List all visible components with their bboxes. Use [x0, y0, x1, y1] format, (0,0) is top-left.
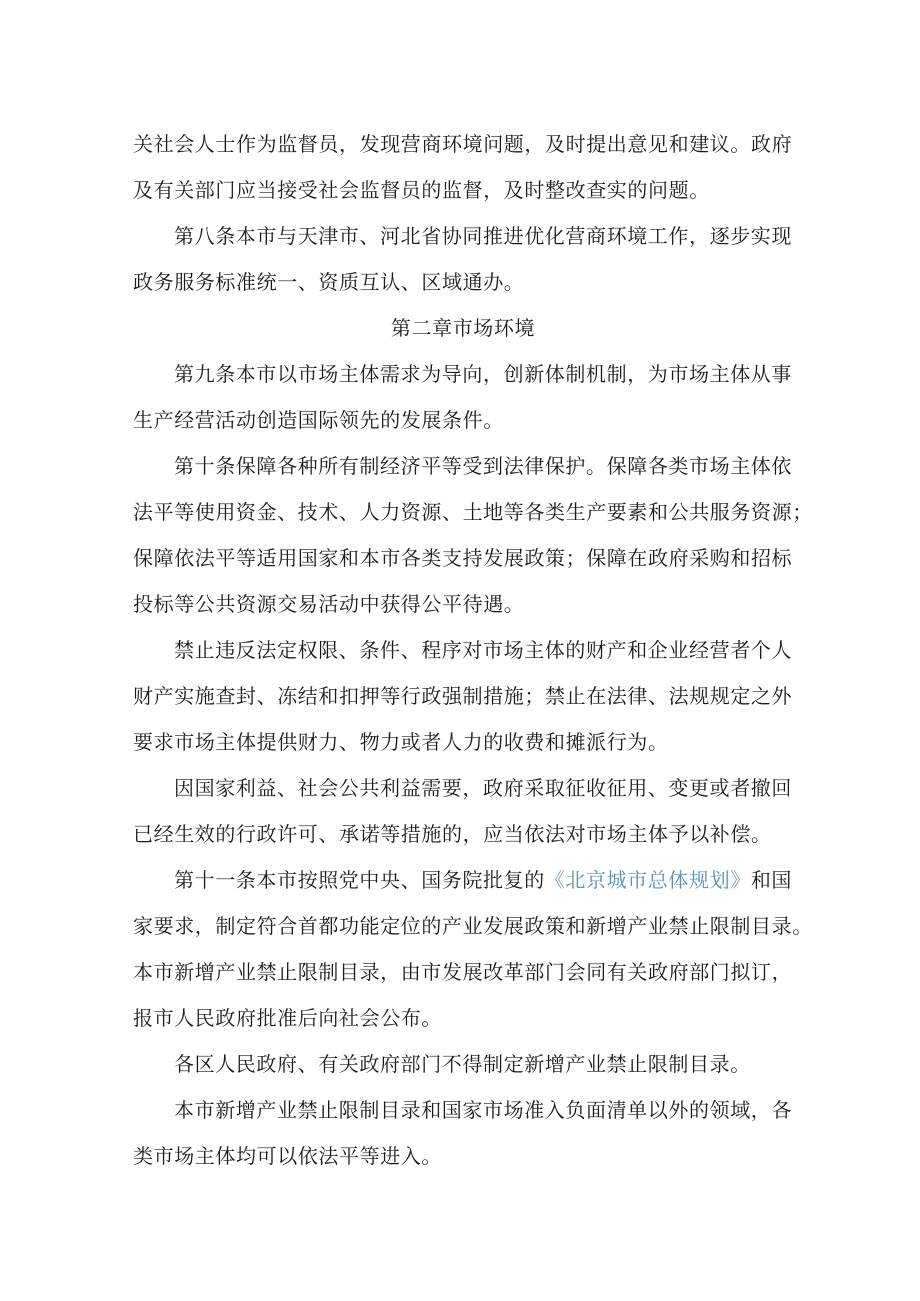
paragraph-district-restriction	[133, 1041, 793, 1087]
text-line: 财产实施查封、冻结和扣押等行政强制措施；禁止在法律、法规规定之外	[133, 684, 793, 708]
text-line: 第九条本市以市场主体需求为导向，创新体制机制，为市场主体从事	[174, 362, 792, 386]
text-segment: 第十一条本市按照党中央、国务院批复的	[174, 868, 545, 892]
text-line: 家要求，制定符合首都功能定位的产业发展政策和新增产业禁止限制目录。	[133, 914, 813, 938]
paragraph-compensation	[133, 765, 793, 857]
text-line: 法平等使用资金、技术、人力资源、土地等各类生产要素和公共服务资源；	[133, 500, 813, 524]
paragraph-article-11	[133, 857, 813, 1041]
text-line: 政务服务标准统一、资质互认、区域通办。	[133, 270, 525, 294]
chapter-heading: 第二章市场环境	[390, 316, 536, 340]
text-line: 禁止违反法定权限、条件、程序对市场主体的财产和企业经营者个人	[174, 638, 792, 662]
paragraph-article-8	[133, 213, 793, 305]
text-line: 及有关部门应当接受社会监督员的监督，及时整改查实的问题。	[133, 178, 710, 202]
text-line: 生产经营活动创造国际领先的发展条件。	[133, 408, 504, 432]
text-line: 第十条保障各种所有制经济平等受到法律保护。保障各类市场主体依	[174, 454, 792, 478]
document-body	[133, 121, 813, 1179]
text-line: 报市人民政府批准后向社会公布。	[133, 1006, 442, 1030]
text-line: 保障依法平等适用国家和本市各类支持发展政策；保障在政府采购和招标	[133, 546, 793, 570]
text-line: 第八条本市与天津市、河北省协同推进优化营商环境工作，逐步实现	[174, 224, 792, 248]
text-line: 关社会人士作为监督员，发现营商环境问题，及时提出意见和建议。政府	[133, 132, 793, 156]
paragraph-market-access	[133, 1087, 793, 1179]
paragraph-continuation	[133, 121, 793, 213]
text-line: 已经生效的行政许可、承诺等措施的，应当依法对市场主体予以补偿。	[133, 822, 772, 846]
text-segment: 和国	[750, 868, 793, 892]
text-line: 要求市场主体提供财力、物力或者人力的收费和摊派行为。	[133, 730, 669, 754]
paragraph-article-9	[133, 351, 793, 443]
text-line: 投标等公共资源交易活动中获得公平待遇。	[133, 592, 525, 616]
text-line: 本市新增产业禁止限制目录，由市发展改革部门会同有关政府部门拟订，	[133, 960, 793, 984]
text-line	[133, 857, 793, 903]
text-line: 因国家利益、社会公共利益需要，政府采取征收征用、变更或者撤回	[174, 776, 792, 800]
text-line: 各区人民政府、有关政府部门不得制定新增产业禁止限制目录。	[174, 1052, 751, 1076]
paragraph-article-10	[133, 443, 813, 627]
text-line: 本市新增产业禁止限制目录和国家市场准入负面清单以外的领域，各	[174, 1098, 792, 1122]
text-line: 类市场主体均可以依法平等进入。	[133, 1144, 442, 1168]
paragraph-prohibitions	[133, 627, 793, 765]
master-plan-link[interactable]: 《北京城市总体规划》	[544, 868, 751, 892]
